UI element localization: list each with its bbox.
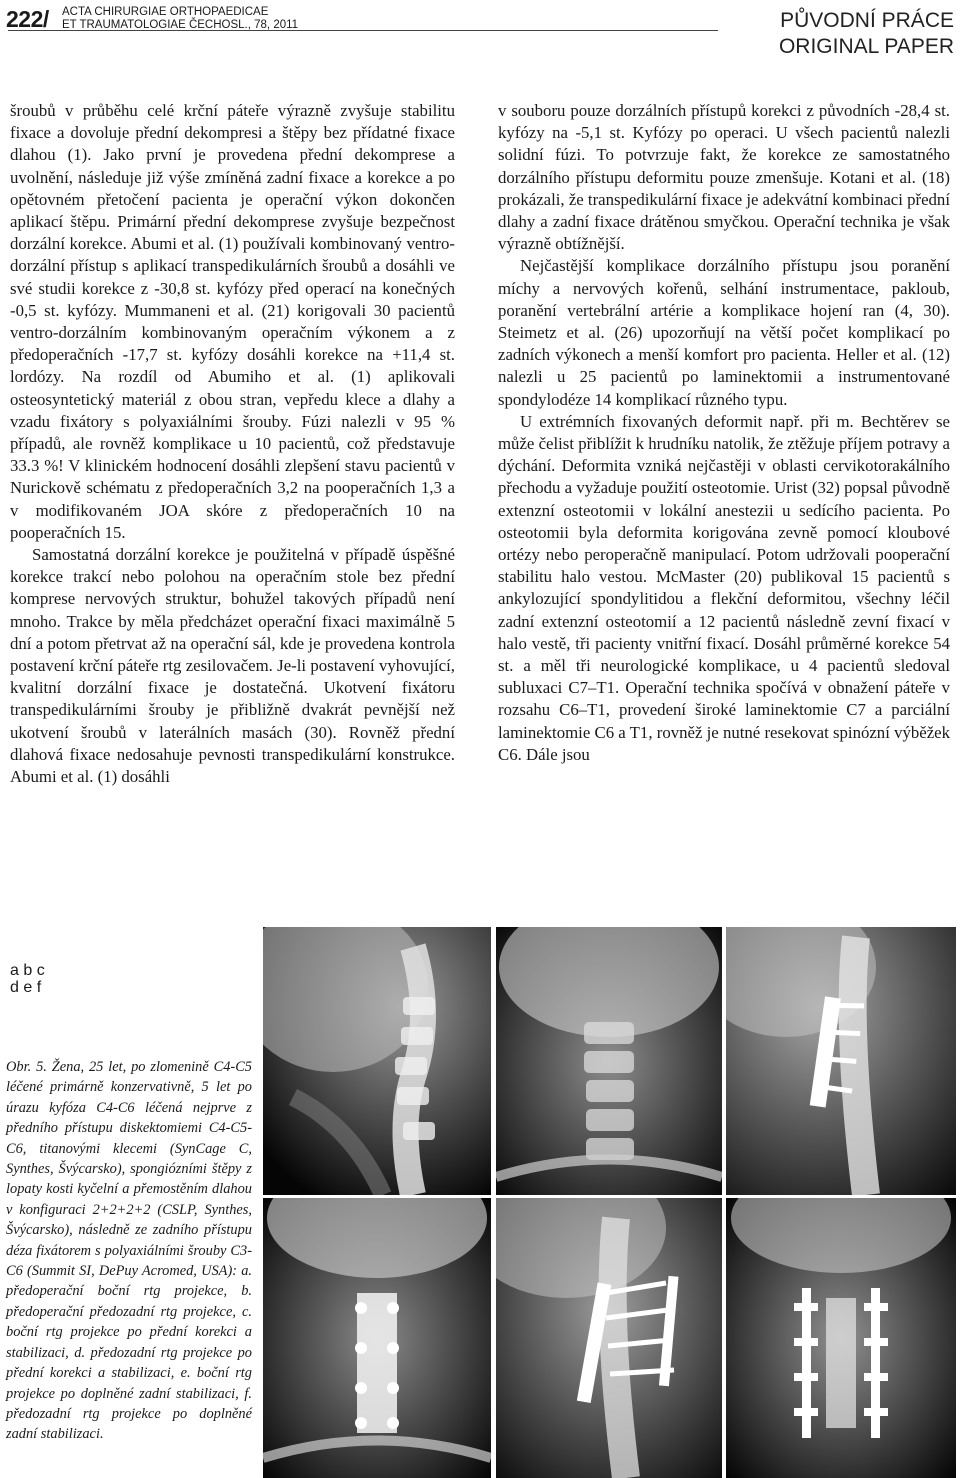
page-number: 222/ xyxy=(6,6,49,32)
figure-panel-legend-row-2: d e f xyxy=(10,979,42,996)
xray-panel-a xyxy=(263,927,491,1195)
left-paragraph-1: šroubů v průběhu celé krční páteře výrazně zvyšuje stabilitu fixace a dovoluje přední dekompresi a štěpy bez přídatné fixace dlahou (1). Jako první je provedena přední dekomprese a uvolnění, následuje již výše zmíněná zadní fixace a korekce a po opětovném přetočení pacienta je operační výkon dokončen aplikací štěpu. Primární přední dekomprese zvyšuje bezpečnost dorzální korekce. Abumi et al. (1) používali kombinovaný ventro-dorzální přístup s aplikací transpedikulárních šroubů a dosáhli ve své studii korekce z -30,8 st. kyfózy před operací na konečných -0,5 st. kyfózy. Mummaneni et al. (21) korigovali 30 pacientů ventro-dorzálním kombinovaným operačním výkonem a z předoperačních -17,7 st. kyfózy dosáhli korekce na +11,4 st. lordózy. Na rozdíl od Abumiho et al. (1) aplikovali osteosyntetický materiál z obou stran, vepředu klece a dlahy a vzadu fixátory s polyaxiálními šrouby. Fúzi nalezli v 95 % případů, ale rovněž komplikace u 10 pacientů, což představuje 33.3 %! V klinickém hodnocení dosáhli zlepšení stavu pacientů v Nurickově schématu z předoperačních 3,2 na pooperačních 1,3 a v modifikovaném JOA skóre z předoperačních 10 na pooperačních 15. xyxy=(10,101,455,542)
header-rule xyxy=(8,30,718,31)
journal-title-line2: ET TRAUMATOLOGIAE ČECHOSL., 78, 2011 xyxy=(62,19,299,31)
figure-panel-legend xyxy=(10,962,45,996)
xray-a-lateral-preop-image xyxy=(263,927,491,1195)
left-paragraph-2: Samostatná dorzální korekce je použitelná v případě úspěšné korekce trakcí nebo polohou na operačním stole bez přední komprese nervových struktur, bohužel takových případů není mnoho. Trakce by měla předcházet operační fixaci maximálně 5 dní a potom přetrvat až na operační sál, kde je provedena kontrola postavení krční páteře rtg zesilovačem. Je-li postavení vyhovující, kvalitní dorzální fixace je dostatečná. Ukotvení fixátoru transpedikulárními šrouby je přibližně dvakrát pevnější než ukotvení šroubů v laterálních masách (30). Rovněž přední dlahová fixace nedosahuje pevnosti transpedikulární konstrukce. Abumi et al. (1) dosáhli xyxy=(10,545,455,787)
xray-panel-f xyxy=(726,1198,956,1478)
xray-panel-b xyxy=(496,927,722,1195)
right-paragraph-1: v souboru pouze dorzálních přístupů korekci z původních -28,4 st. kyfózy na -5,1 st. Kyfózy po operaci. U všech pacientů nalezli solidní fúzi. To potvrzuje fakt, že korekce ze samostatného dorzálního přístupu deformitu pouze zmenšuje. Kotani et al. (18) prokázali, že transpedikulární fixace je adekvátní kombinaci přední dlahy a zadní fixace drátěnou smyčkou. Operační technika je však výrazně obtížnější. xyxy=(498,101,950,254)
right-paragraph-2: Nejčastější komplikace dorzálního přístupu jsou poranění míchy a nervových kořenů, selhání instrumentace, pakloub, poranění vertebrální artérie a komplikace hojení ran (4, 30). Steimetz et al. (26) upozorňují na větší počet komplikací po zadních výkonech a menší komfort pro pacienta. Heller et al. (12) nalezli u 25 pacientů po laminektomii a instrumentované spondylodéze 14 komplikací různého typu. xyxy=(498,256,950,409)
section-label-english: ORIGINAL PAPER xyxy=(778,35,954,58)
xray-f-ap-posterior-fixation-image xyxy=(726,1198,956,1478)
xray-panel-c xyxy=(726,927,956,1195)
xray-panel-d xyxy=(263,1198,491,1478)
page-header xyxy=(0,0,960,60)
section-label xyxy=(779,8,954,60)
left-column xyxy=(10,100,455,788)
right-column xyxy=(498,100,950,766)
figure-panel-legend-row-1: a b c xyxy=(10,962,45,979)
xray-panel-e xyxy=(496,1198,722,1478)
xray-c-lateral-anterior-fixation-image xyxy=(726,927,956,1195)
journal-title xyxy=(62,6,298,32)
section-label-czech: PŮVODNÍ PRÁCE xyxy=(780,9,954,32)
journal-title-line1: ACTA CHIRURGIAE ORTHOPAEDICAE xyxy=(62,6,269,18)
xray-d-ap-anterior-fixation-image xyxy=(263,1198,491,1478)
xray-e-lateral-posterior-fixation-image xyxy=(496,1198,722,1478)
right-paragraph-3: U extrémních fixovaných deformit např. při m. Bechtěrev se může čelist přiblížit k hrudníku natolik, že ztěžuje příjem potravy a dýchání. Deformita vzniká nejčastěji v oblasti cervikotorakálního přechodu a vyžaduje použití osteotomie. Urist (32) popsal původně extenzní osteotomii v lokální anestezii u sedícího pacienta. Po osteotomii byla deformita korigována zevně pomocí kloubové ortézy nebo peroperačně manipulací. Potom udržovali pooperační stabilitu halo vestou. McMaster (20) publikoval 15 pacientů s ankylozující spondylitidou a flekční deformitou, všechny léčil zadní extenzní osteotomií a 12 pacientů následně zevní fixací v halo vestě, tři pacienty vnitřní fixací. Dosáhl průměrné korekce 54 st. a měl tři neurologické komplikace, u 4 pacientů sledoval subluxaci C7–T1. Operační technika spočívá v obnažení páteře v rozsahu C6–T1, provedení široké laminektomie C7 a parciální laminektomie C6 a T1, rovněž je nutné resekovat spinózní výběžek C6. Dále jsou xyxy=(498,411,950,764)
xray-b-ap-preop-image xyxy=(496,927,722,1195)
figure-caption: Obr. 5. Žena, 25 let, po zlomenině C4-C5 léčené primárně konzervativně, 5 let po úrazu kyfóza C4-C6 léčená nejprve z předního přístupu diskektomiemi C4-C5-C6, titanovými klecemi (SynCage C, Synthes, Švýcarsko), spongiózními štěpy z lopaty kosti kyčelní a přemostěním dlahou v konfiguraci 2+2+2+2 (CSLP, Synthes, Švýcarsko), následně ze zadního přístupu déza fixátorem s polyaxiálními šrouby C3-C6 (Summit SI, DePuy Acromed, USA): a. předoperační boční rtg projekce, b. předoperační předozadní rtg projekce, c. boční rtg projekce po přední korekci a stabilizaci, d. předozadní rtg projekce po přední korekci a stabilizaci, e. boční rtg projekce po doplněné zadní stabilizaci, f. předozadní rtg projekce po doplněné zadní stabilizaci. xyxy=(6,1059,252,1443)
